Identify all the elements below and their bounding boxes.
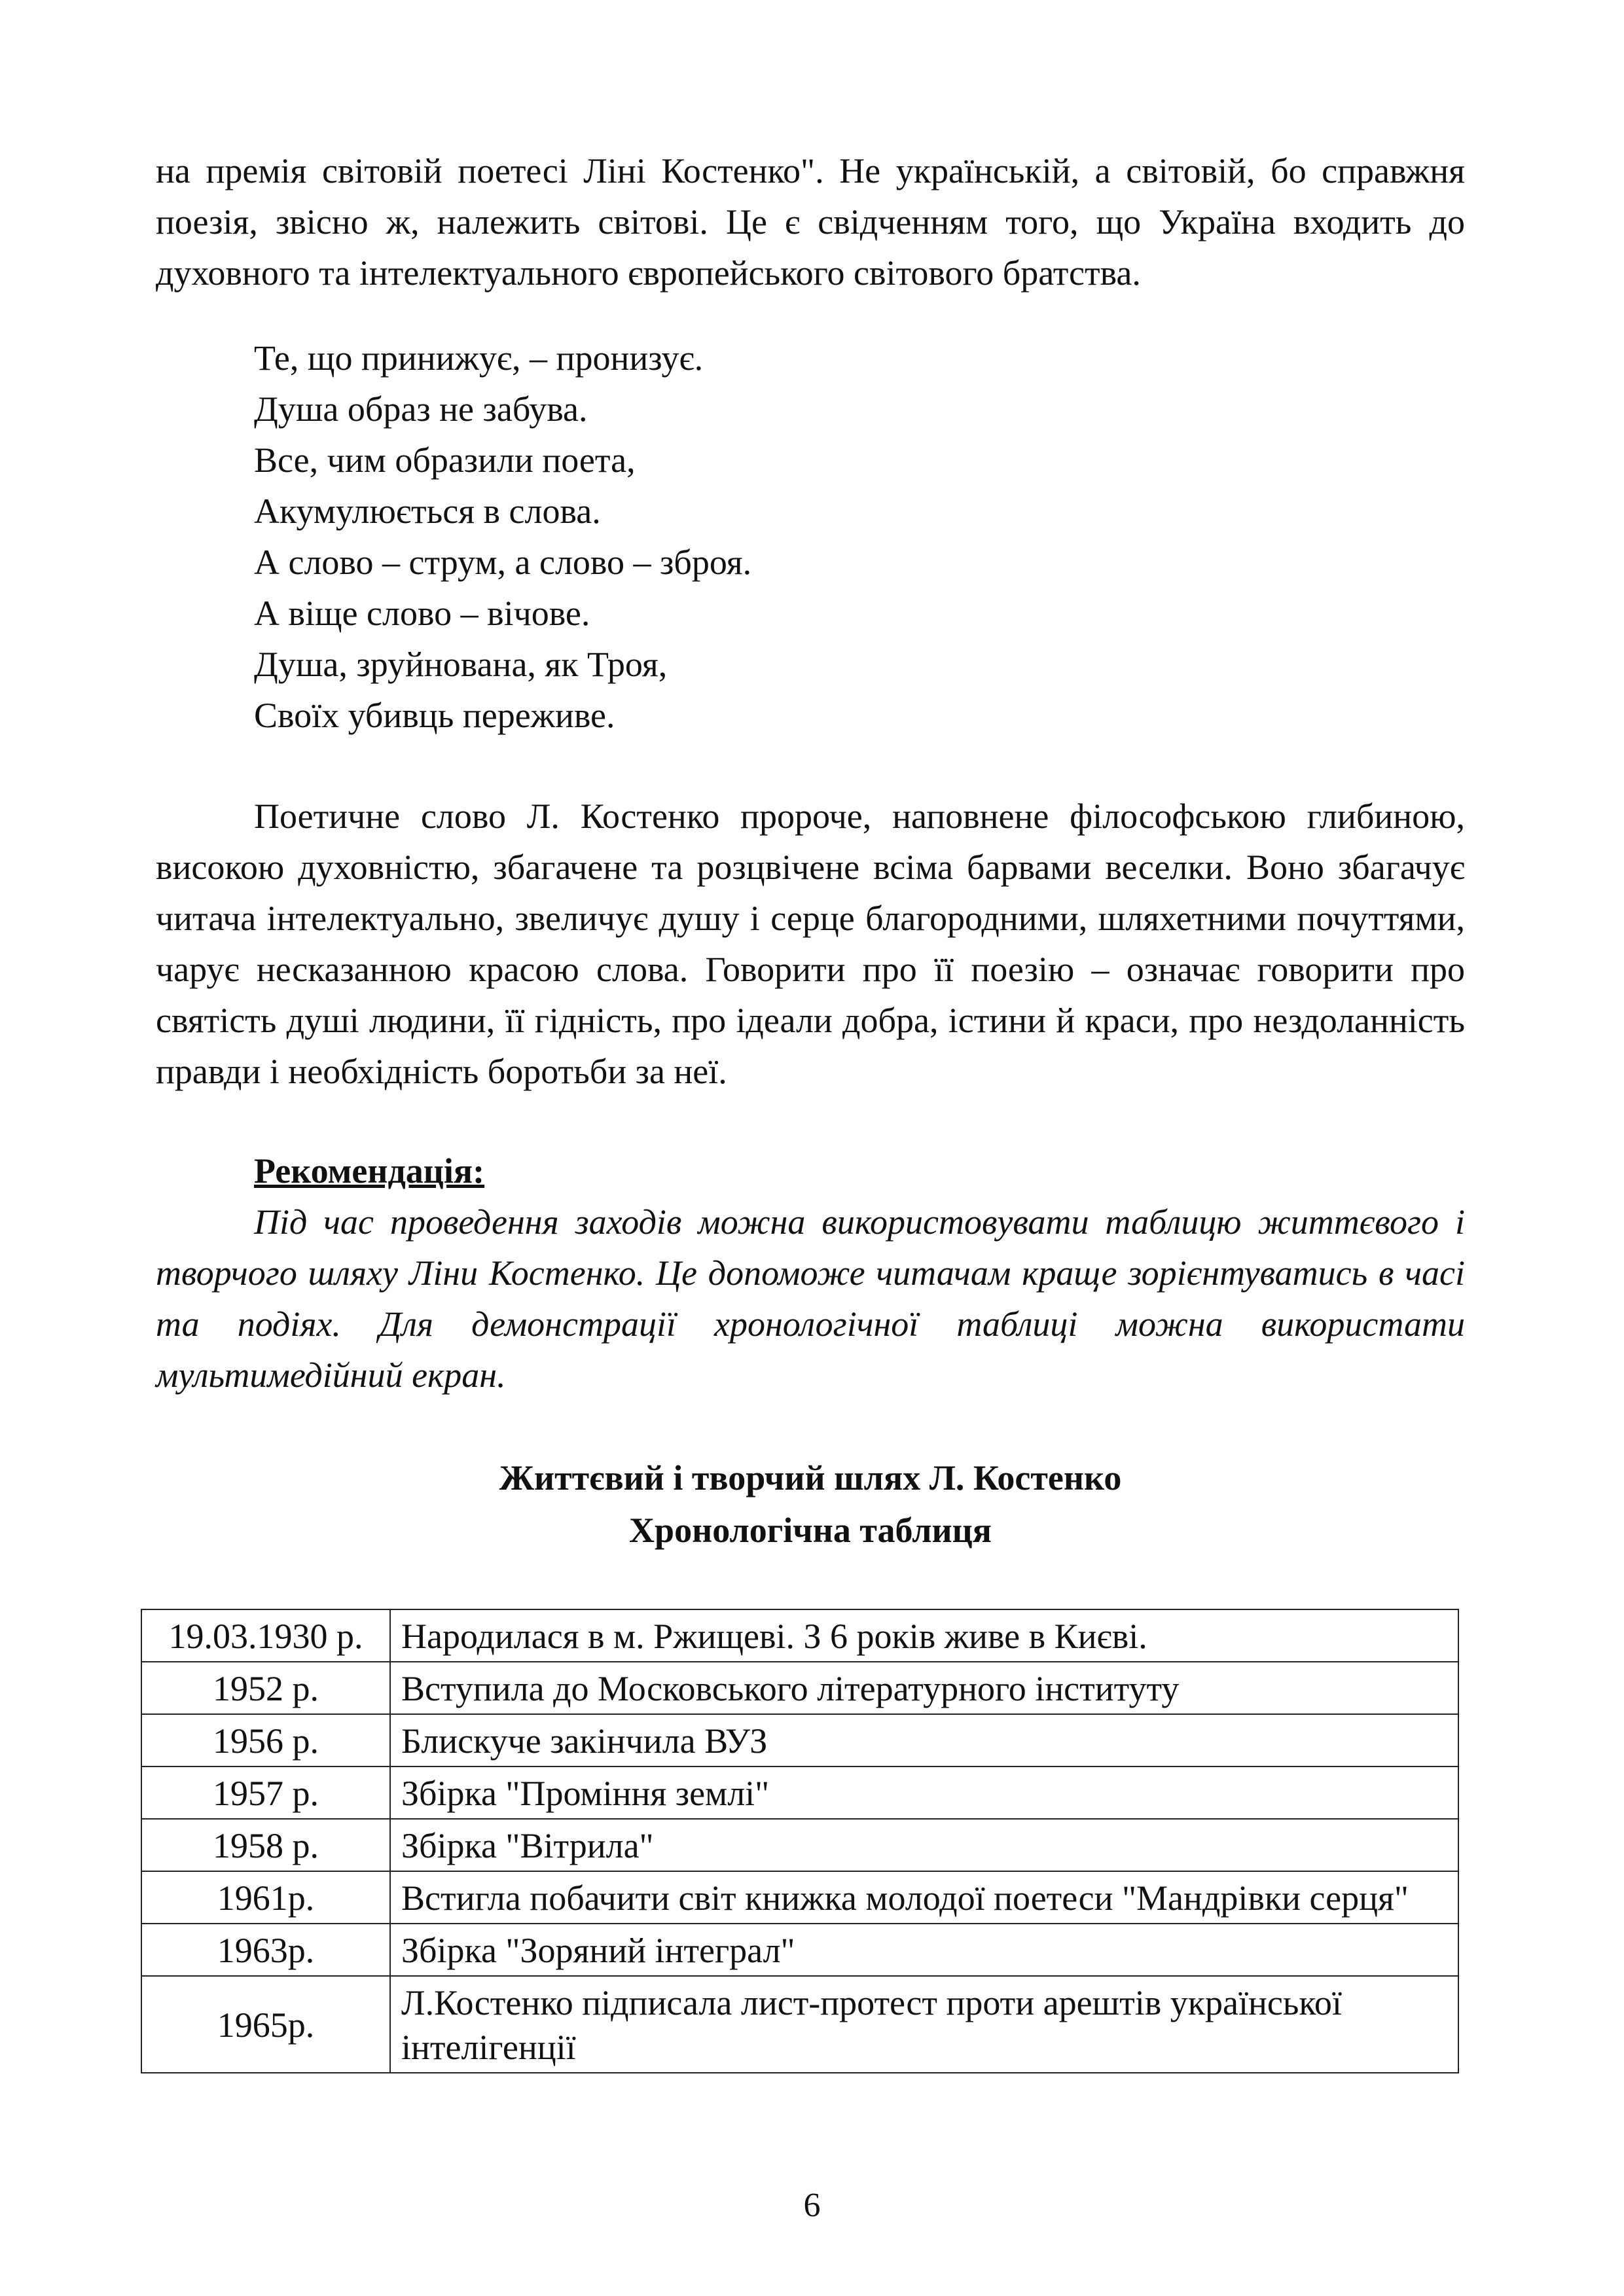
table-title: Життєвий і творчий шлях Л. Костенко [499,1458,1122,1498]
table-cell-event: Збірка "Вітрила" [390,1819,1458,1871]
table-row [141,1976,1458,2073]
table-cell-event: Л.Костенко підписала лист-протест проти арештів української інтелігенції [390,1976,1458,2073]
table-cell-event: Вступила до Московського літературного інституту [390,1662,1458,1714]
poem-line: Все, чим образили поета, [254,440,636,480]
recommendation-text: Під час проведення заходів можна використовувати таблицю життєвого і творчого шляху Ліни Костенко. Це допоможе читачам краще зорієнтуватись в часі та подіях. Для демонстрації хронологічної таблиці можна використати мультимедійний екран. [156,1202,1465,1395]
table-cell-date: 1961р. [141,1871,390,1924]
table-cell-event: Блискуче закінчила ВУЗ [390,1714,1458,1767]
table-row [141,1871,1458,1924]
table-cell-date: 1963р. [141,1924,390,1976]
table-row [141,1714,1458,1767]
page-number: 6 [803,2187,821,2224]
poem-line: Те, що принижує, – пронизує. [254,338,704,378]
table-cell-date: 1958 р. [141,1819,390,1871]
intro-paragraph: на премія світовій поетесі Ліні Костенко". Не українській, а світовій, бо справжня поезія, звісно ж, належить світові. Це є свідченням того, що Україна входить до духовного та інтелектуального європейського світового братства. [156,151,1465,293]
table-row [141,1819,1458,1871]
table-cell-event: Збірка "Проміння землі" [390,1767,1458,1819]
table-cell-event: Встигла побачити світ книжка молодої поетеси "Мандрівки серця" [390,1871,1458,1924]
table-cell-date: 1965р. [141,1976,390,2073]
table-cell-date: 1957 р. [141,1767,390,1819]
poem-line: А віще слово – вічове. [254,594,590,633]
table-subtitle: Хронологічна таблиця [629,1511,992,1550]
table-row [141,1609,1458,1662]
table-row [141,1767,1458,1819]
table-row [141,1924,1458,1976]
table-cell-event: Народилася в м. Ржищеві. З 6 років живе в Києві. [390,1609,1458,1662]
poem-line: Душа образ не забува. [254,389,588,429]
chronological-table [141,1609,1459,2073]
table-cell-date: 19.03.1930 р. [141,1609,390,1662]
poem-line: Акумулюється в слова. [254,492,601,531]
table-cell-date: 1952 р. [141,1662,390,1714]
poem-line: А слово – струм, а слово – зброя. [254,543,752,582]
body-paragraph: Поетичне слово Л. Костенко пророче, наповнене філософською глибиною, високою духовністю, збагачене та розцвічене всіма барвами веселки. Воно збагачує читача інтелектуально, звеличує душу і серце благородними, шляхетними почуттями, чарує несказанною красою слова. Говорити про її поезію – означає говорити про святість душі людини, її гідність, про ідеали добра, істини й краси, про нездоланність правди і необхідність боротьби за неї. [156,797,1465,1091]
recommendation-heading: Рекомендація: [254,1151,485,1191]
table-cell-event: Збірка "Зоряний інтеграл" [390,1924,1458,1976]
table-cell-date: 1956 р. [141,1714,390,1767]
table-row [141,1662,1458,1714]
poem [254,332,751,741]
poem-line: Своїх убивць переживе. [254,696,615,735]
poem-line: Душа, зруйнована, як Троя, [254,645,668,684]
